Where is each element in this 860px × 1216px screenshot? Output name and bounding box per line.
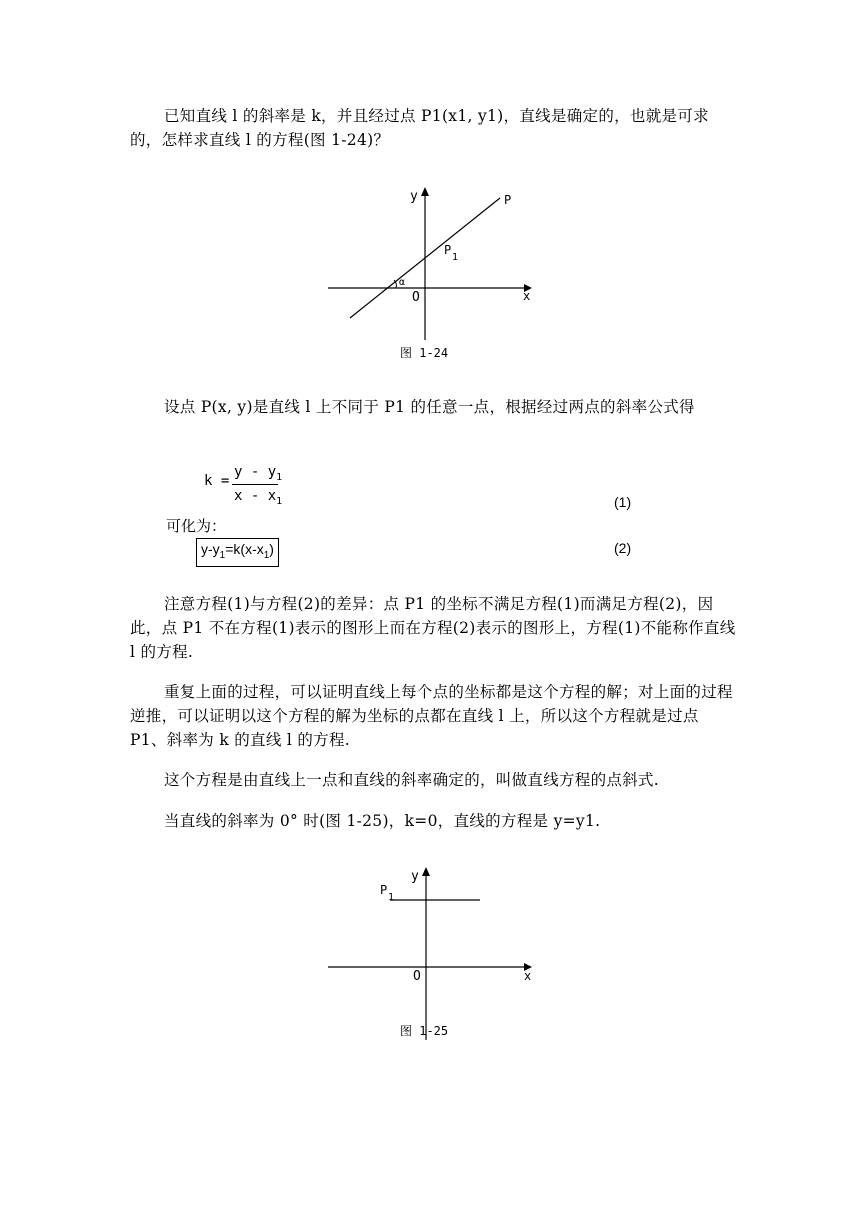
numerator-text: y - y — [234, 464, 277, 480]
figure-1-24-graph — [320, 180, 540, 340]
formula-1-denominator — [234, 488, 282, 507]
y-axis-label: y — [411, 869, 419, 884]
figure-1-24 — [320, 180, 540, 340]
formula-2-part-b: =k(x-x — [225, 541, 264, 557]
formula-2-part-c: ) — [269, 541, 274, 557]
formula-2-box — [196, 538, 279, 567]
paragraph-definition: 这个方程是由直线上一点和直线的斜率确定的，叫做直线方程的点斜式. — [164, 771, 660, 789]
transform-text: 可化为： — [166, 518, 227, 535]
fraction-bar — [232, 484, 278, 485]
formula-2-sub-a: 1 — [219, 549, 226, 561]
y-axis-arrow-icon — [421, 187, 429, 196]
y-axis-arrow-icon — [422, 867, 430, 876]
origin-label: O — [412, 290, 420, 305]
paragraph-zero-slope: 当直线的斜率为 0° 时(图 1-25)，k=0，直线的方程是 y=y1. — [164, 812, 601, 830]
point-p1-label: P — [444, 243, 452, 257]
equation-number-2: (2) — [614, 540, 632, 556]
paragraph-intro: 已知直线 l 的斜率是 k，并且经过点 P1(x1, y1)，直线是确定的，也就是可求的，怎样求直线 l 的方程(图 1-24)？ — [130, 107, 709, 149]
equation-number-1: (1) — [614, 494, 632, 510]
figure-1-24-caption: 图 1-24 — [400, 346, 449, 360]
x-axis-label: x — [523, 289, 531, 303]
numerator-subscript: 1 — [276, 471, 283, 483]
point-p1-subscript: 1 — [388, 892, 395, 903]
point-p1-subscript: 1 — [452, 252, 459, 263]
figure-1-25-graph — [320, 860, 540, 1040]
denominator-text: x - x — [234, 488, 277, 504]
point-p-label: P — [504, 193, 512, 207]
origin-label: O — [413, 969, 421, 984]
paragraph-difference: 注意方程(1)与方程(2)的差异：点 P1 的坐标不满足方程(1)而满足方程(2)，因此，点 P1 不在方程(1)表示的图形上而在方程(2)表示的图形上，方程(1)不能称作直线 l 的方程. — [130, 595, 736, 661]
formula-2-sub-b: 1 — [263, 549, 270, 561]
paragraph-setup: 设点 P(x, y)是直线 l 上不同于 P1 的任意一点，根据经过两点的斜率公式得 — [164, 398, 695, 416]
y-axis-label: y — [410, 189, 418, 204]
denominator-subscript: 1 — [276, 495, 283, 507]
formula-2-part-a: y-y — [201, 541, 220, 557]
figure-1-25 — [320, 860, 540, 1040]
formula-1-lhs: k = — [204, 473, 230, 489]
angle-alpha-label: α — [399, 277, 406, 288]
paragraph-proof: 重复上面的过程，可以证明直线上每个点的坐标都是这个方程的解；对上面的过程逆推，可以证明以这个方程的解为坐标的点都在直线 l 上，所以这个方程就是过点 P1、斜率为 k 的直线 l 的方程. — [130, 683, 733, 749]
formula-1-numerator — [234, 464, 282, 483]
point-p1-label: P — [380, 883, 388, 897]
figure-1-25-caption: 图 1-25 — [400, 1024, 449, 1038]
x-axis-label: x — [524, 969, 532, 983]
